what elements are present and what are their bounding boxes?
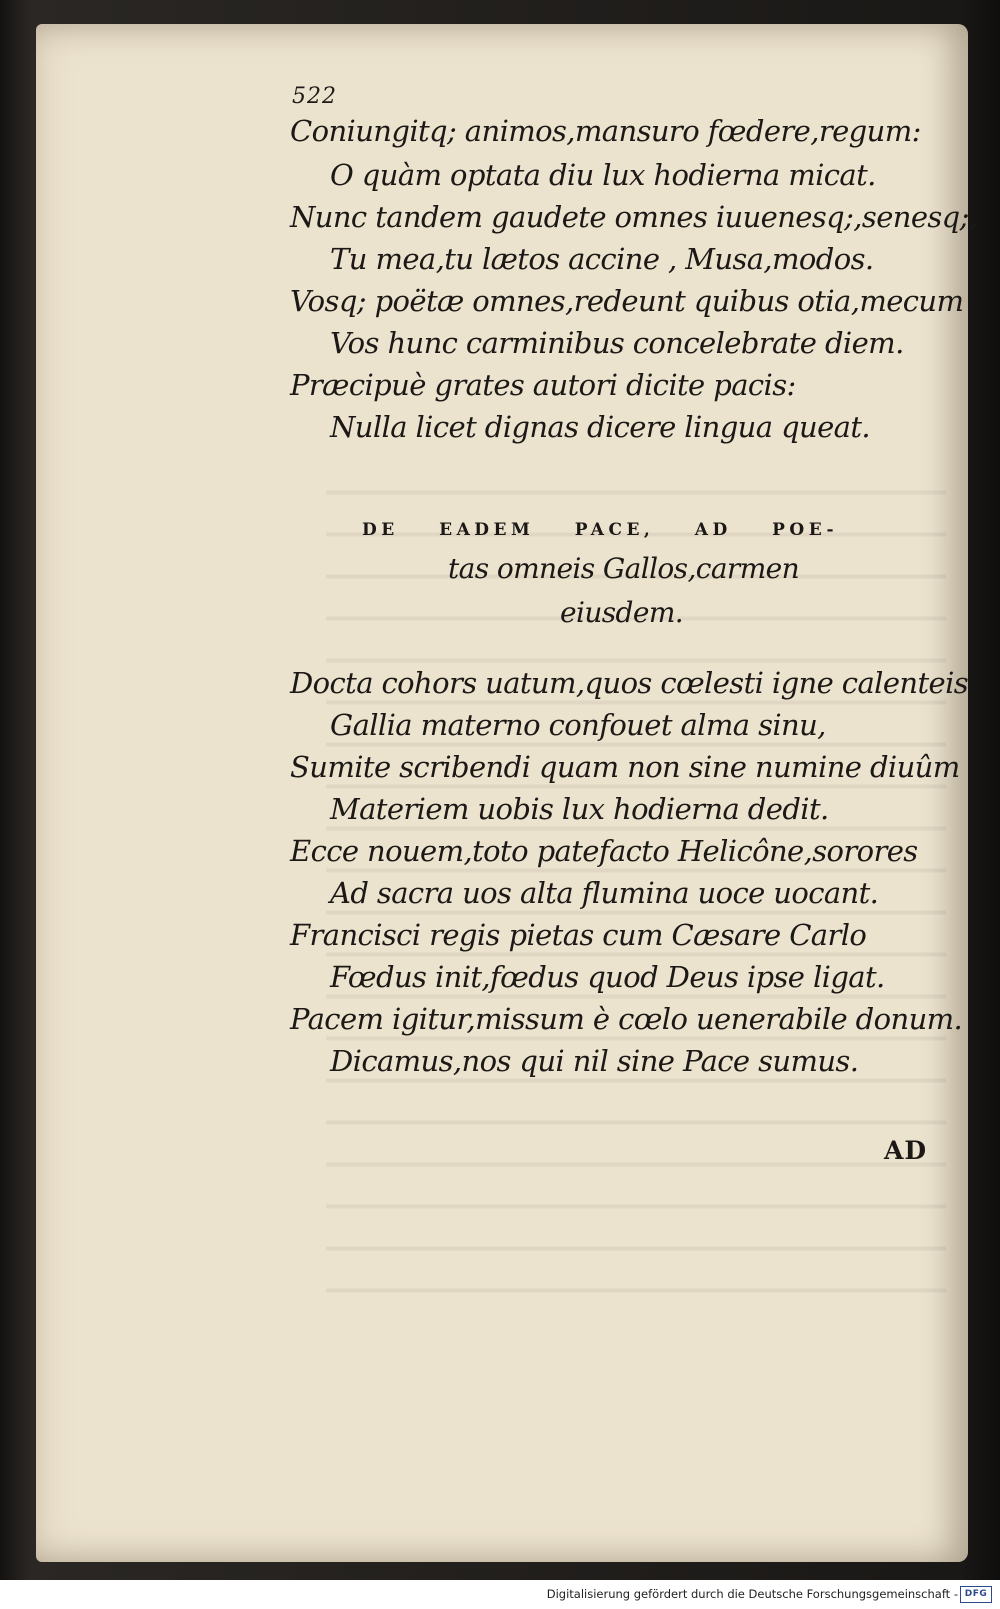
- poem-2-line: Dicamus,nos qui nil sine Pace sumus.: [330, 1044, 859, 1078]
- page-number: 522: [292, 84, 337, 109]
- poem-2-line: Ad sacra uos alta flumina uoce uocant.: [330, 876, 879, 910]
- poem-1-line: O quàm optata diu lux hodierna micat.: [330, 158, 876, 192]
- poem-1-line: Vosq; poëtæ omnes,redeunt quibus otia,mecum: [290, 284, 964, 318]
- heading-line-2: tas omneis Gallos,carmen: [448, 552, 800, 585]
- poem-2-line: Materiem uobis lux hodierna dedit.: [330, 792, 829, 826]
- poem-2-line: Sumite scribendi quam non sine numine diuûm: [290, 750, 960, 784]
- poem-2-line: Gallia materno confouet alma sinu,: [330, 708, 826, 742]
- poem-1-line: Tu mea,tu lætos accine , Musa,modos.: [330, 242, 874, 276]
- dfg-logo-icon: DFG: [960, 1586, 992, 1603]
- poem-2-line: Fœdus init,fœdus quod Deus ipse ligat.: [330, 960, 885, 994]
- poem-1-line: Vos hunc carminibus concelebrate diem.: [330, 326, 904, 360]
- poem-2-line: Francisci regis pietas cum Cæsare Carlo: [290, 918, 867, 952]
- poem-1-line: Nunc tandem gaudete omnes iuuenesq;,senesq;,: [290, 200, 978, 234]
- footer-credit: Digitalisierung gefördert durch die Deutsche Forschungsgemeinschaft -: [546, 1587, 958, 1601]
- poem-2-line: Docta cohors uatum,quos cœlesti igne calenteis: [290, 666, 969, 700]
- poem-1-line: Nulla licet dignas dicere lingua queat.: [330, 410, 871, 444]
- poem-2-line: Pacem igitur,missum è cœlo uenerabile donum.: [290, 1002, 963, 1036]
- heading-line-3: eiusdem.: [560, 596, 684, 629]
- poem-1-line: Præcipuè grates autori dicite pacis:: [290, 368, 796, 402]
- catchword: AD: [884, 1136, 928, 1165]
- poem-2-line: Ecce nouem,toto patefacto Helicône,sorores: [290, 834, 918, 868]
- poem-1-line: Coniungitq; animos,mansuro fœdere,regum:: [290, 114, 921, 148]
- heading-line-1: DE EADEM PACE, AD POE-: [362, 520, 839, 540]
- digitization-footer: [0, 1580, 1000, 1609]
